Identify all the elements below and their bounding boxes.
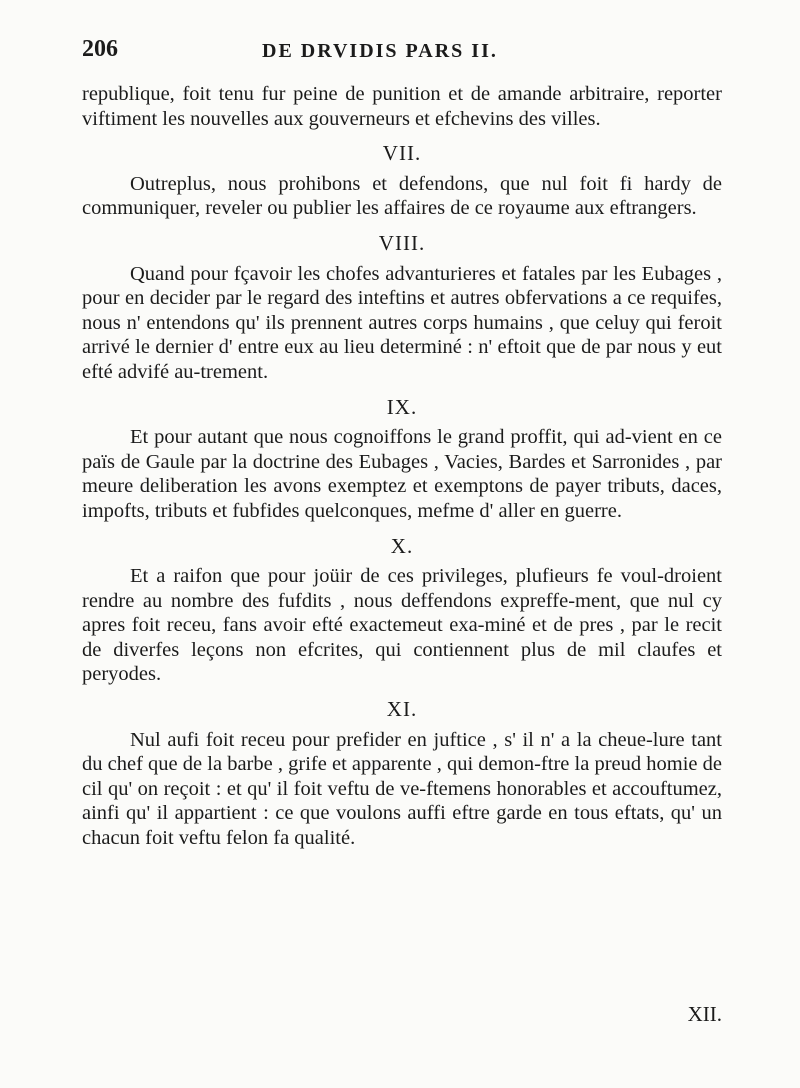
article-number-11: XI.: [386, 697, 418, 722]
article-number-10: X.: [390, 533, 414, 558]
catchword: XII.: [687, 1002, 722, 1026]
paragraph-article-7: Outreplus, nous prohibons et defendons, que nul foit fi hardy de communiquer, reveler ou publier les affaires de ce royaume aux eftrangers.: [82, 172, 722, 220]
paragraph-article-10: Et a raifon que pour joüir de ces privileges, plufieurs fe voul-droient rendre au nombre des fufdits , nous deffendons expreffe-ment, que nul cy apres foit receu, fans avoir efté exactemeut exa-miné et de pres , par le recit de diverfes leçons non efcrites, qui contiennent plus de mil claufes et peryodes.: [82, 565, 722, 686]
body-text: [82, 82, 722, 851]
running-head: DE DRVIDIS PARS II.: [262, 40, 498, 62]
page-number: 206: [82, 36, 118, 62]
article-number-9: IX.: [386, 394, 418, 419]
paragraph-intro: republique, foit tenu fur peine de punition et de amande arbitraire, reporter viftiment les nouvelles aux gouverneurs et efchevins des villes.: [82, 83, 722, 130]
article-number-7: VII.: [382, 141, 422, 166]
paragraph-article-9: Et pour autant que nous cognoiffons le grand proffit, qui ad-vient en ce païs de Gaule par la doctrine des Eubages , Vacies, Bardes et Sarronides , par meure deliberation les avons exemptez et exemptons de payer tributs, daces, impofts, tributs et fubfides quelconques, mefme d' aller en guerre.: [82, 426, 722, 522]
page-header: [82, 36, 722, 64]
paragraph-article-8: Quand pour fçavoir les chofes advanturieres et fatales par les Eubages , pour en decider par le regard des inteftins et autres obfervations a ce requifes, nous n' entendons qu' ils prennent autres corps humains , que celuy qui feroit arrivé le dernier d' entre eux au lieu determiné : n' eftoit que de par nous y eut efté advifé au-trement.: [82, 262, 722, 383]
article-number-8: VIII.: [378, 230, 426, 255]
paragraph-article-11: Nul aufi foit receu pour prefider en juftice , s' il n' a la cheue-lure tant du chef que de la barbe , grife et apparente , qui demon-ftre la preud homie de cil qu' on reçoit : et qu' il foit veftu de ve-ftemens honorables et accouftumez, ainfi qu' il appartient : ce que voulons auffi eftre garde en tous eftats, qu' un chacun foit veftu felon fa qualité.: [82, 728, 722, 850]
